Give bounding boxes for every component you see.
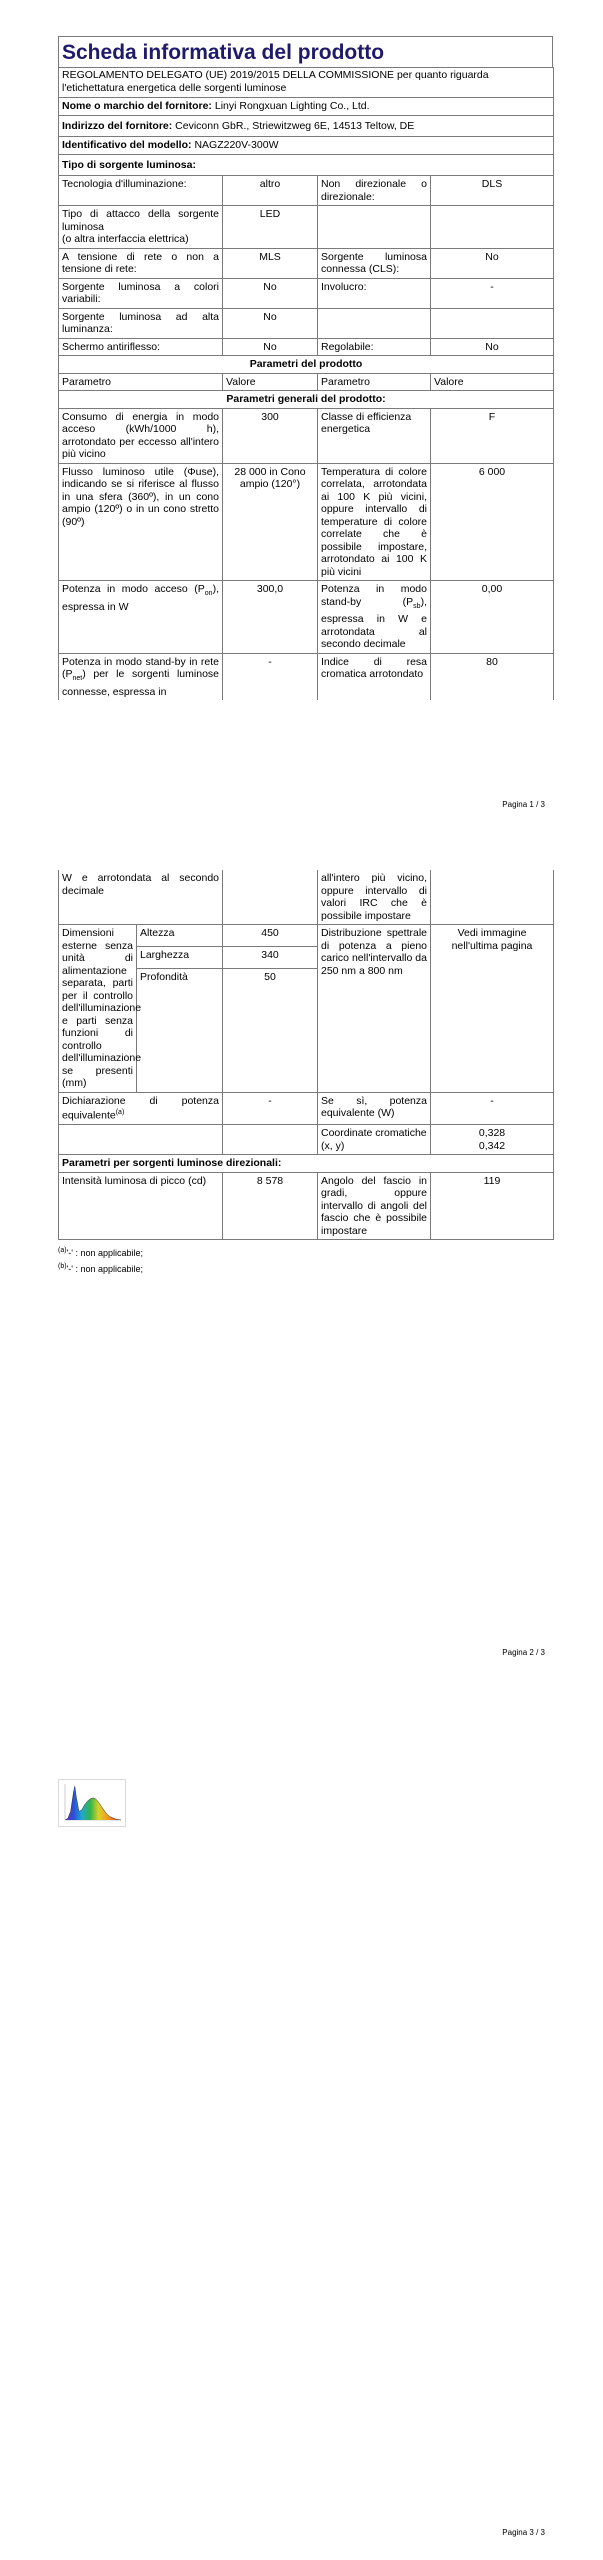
col-header: Valore bbox=[431, 373, 554, 391]
cell-value bbox=[223, 870, 318, 925]
cell-label: Temperatura di colore correlata, arrotondata ai 100 K più vicini, oppure intervallo di temperature di colore correlate che è possibile impostare, arrotondato ai 100 K più vicini bbox=[318, 463, 431, 581]
directional-header: Parametri per sorgenti luminose direzionali: bbox=[59, 1155, 554, 1173]
subscript: on bbox=[204, 590, 213, 598]
table-row bbox=[59, 653, 554, 700]
dim-value: 450 bbox=[223, 925, 318, 947]
table-row bbox=[59, 870, 554, 925]
cell-value: altro bbox=[223, 176, 318, 206]
cell-label: Involucro: bbox=[318, 278, 431, 308]
table-row bbox=[59, 248, 554, 278]
table-row bbox=[59, 176, 554, 206]
cell-value: - bbox=[431, 1092, 554, 1125]
col-header: Parametro bbox=[318, 373, 431, 391]
cell-label: Flusso luminoso utile (Φuse), indicando se si riferisce al flusso in una sfera (360º), in un cono ampio (120º) o in un cono stretto (90º) bbox=[59, 463, 223, 581]
text: Potenza in modo stand-by (P bbox=[321, 583, 427, 608]
cell-value: 6 000 bbox=[431, 463, 554, 581]
page-3 bbox=[0, 1720, 603, 2560]
footnote-text: '-' : non applicabile; bbox=[66, 1264, 144, 1274]
col-header: Valore bbox=[223, 373, 318, 391]
model-row bbox=[59, 137, 554, 155]
page-number: Pagina 3 / 3 bbox=[502, 2528, 545, 2537]
cell-value: No bbox=[223, 278, 318, 308]
table-row bbox=[59, 581, 554, 654]
page-1 bbox=[0, 0, 603, 860]
product-sheet-continued bbox=[58, 870, 553, 1276]
spectrum-area bbox=[65, 1786, 121, 1820]
text: Potenza in modo stand-by in rete (P bbox=[62, 655, 219, 681]
cell-label: Sorgente luminosa ad alta luminanza: bbox=[59, 308, 223, 338]
source-type-header: Tipo di sorgente luminosa: bbox=[59, 154, 554, 176]
cell-value: No bbox=[431, 248, 554, 278]
page-2 bbox=[0, 860, 603, 1720]
text: ), espressa in W bbox=[62, 583, 219, 613]
cell-value: 300,0 bbox=[223, 581, 318, 654]
dim-value: 50 bbox=[223, 968, 318, 1092]
cell-label: Intensità luminosa di picco (cd) bbox=[59, 1172, 223, 1240]
address-label: Indirizzo del fornitore: bbox=[62, 119, 173, 132]
cell-value bbox=[431, 308, 554, 338]
cell-label bbox=[318, 581, 431, 654]
cell-value: 80 bbox=[431, 653, 554, 700]
table-row bbox=[59, 1092, 554, 1125]
cell-value: - bbox=[223, 1092, 318, 1125]
cell-label: Sorgente luminosa a colori variabili: bbox=[59, 278, 223, 308]
text: ) per le sorgenti luminose connesse, espressa in bbox=[62, 668, 219, 698]
subscript: sb bbox=[413, 602, 421, 610]
cell-label bbox=[318, 206, 431, 249]
footnote bbox=[58, 1244, 553, 1260]
cell-value: No bbox=[431, 338, 554, 356]
cell-value: MLS bbox=[223, 248, 318, 278]
supplier-row bbox=[59, 98, 554, 116]
regulation-text: REGOLAMENTO DELEGATO (UE) 2019/2015 DELLA COMMISSIONE per quanto riguarda l'etichettatura energetica delle sorgenti luminose bbox=[59, 68, 554, 98]
spectral-power-chart bbox=[59, 1780, 125, 1826]
model-value: NAGZ220V-300W bbox=[194, 139, 279, 151]
document-title: Scheda informativa del prodotto bbox=[62, 41, 385, 64]
cell-label: Schermo antiriflesso: bbox=[59, 338, 223, 356]
cell-label: Sorgente luminosa connessa (CLS): bbox=[318, 248, 431, 278]
text: Dichiarazione di potenza equivalente bbox=[62, 1094, 219, 1122]
cell-label bbox=[59, 1092, 223, 1125]
footnote-mark: (b) bbox=[58, 1263, 67, 1270]
dim-key: Altezza bbox=[137, 925, 223, 947]
table-row bbox=[59, 408, 554, 463]
supplier-value: Linyi Rongxuan Lighting Co., Ltd. bbox=[214, 100, 370, 112]
cell-label: Non direzionale o direzionale: bbox=[318, 176, 431, 206]
cell-value bbox=[431, 1125, 554, 1155]
footnotes bbox=[58, 1244, 553, 1276]
address-row bbox=[59, 115, 554, 137]
supplier-label: Nome o marchio del fornitore: bbox=[62, 100, 212, 112]
cell-value: No bbox=[223, 308, 318, 338]
cell-value: - bbox=[223, 653, 318, 700]
page-number: Pagina 1 / 3 bbox=[502, 800, 545, 809]
address-value: Ceviconn GbR., Striewitzweg 6E, 14513 Teltow, DE bbox=[175, 119, 415, 132]
cell-label: Consumo di energia in modo acceso (kWh/1000 h), arrotondato per eccesso all'intero più vicino bbox=[59, 408, 223, 463]
cell-value: No bbox=[223, 338, 318, 356]
subscript: net bbox=[72, 675, 83, 683]
model-label: Identificativo del modello: bbox=[62, 139, 192, 151]
cell-value: 8 578 bbox=[223, 1172, 318, 1240]
text: Potenza in modo acceso (P bbox=[62, 583, 205, 595]
table-row bbox=[59, 1172, 554, 1240]
table-row bbox=[59, 308, 554, 338]
cell-label: Se sì, potenza equivalente (W) bbox=[318, 1092, 431, 1125]
cell-value: 119 bbox=[431, 1172, 554, 1240]
cap-type-label: Tipo di attacco della sorgente luminosa bbox=[62, 208, 219, 233]
cell-label bbox=[59, 653, 223, 700]
column-headers bbox=[59, 373, 554, 391]
cell-label bbox=[59, 206, 223, 249]
footnote bbox=[58, 1260, 553, 1276]
cell-label: A tensione di rete o non a tensione di rete: bbox=[59, 248, 223, 278]
cell-value: 0,00 bbox=[431, 581, 554, 654]
footnote-ref: (a) bbox=[115, 1109, 125, 1116]
cell-value: 300 bbox=[223, 408, 318, 463]
cell-label: Indice di resa cromatica arrotondato bbox=[318, 653, 431, 700]
table-row bbox=[59, 1125, 554, 1155]
cell-value: DLS bbox=[431, 176, 554, 206]
table-row bbox=[59, 278, 554, 308]
cell-label: Coordinate cromatiche (x, y) bbox=[318, 1125, 431, 1155]
cell-label: all'intero più vicino, oppure intervallo di valori IRC che è possibile impostare bbox=[318, 870, 431, 925]
chroma-y: 0,342 bbox=[478, 1139, 506, 1152]
spectrum-image bbox=[58, 1779, 126, 1827]
spectral-value: Vedi immagine nell'ultima pagina bbox=[431, 925, 554, 1093]
product-params-header: Parametri del prodotto bbox=[59, 356, 554, 374]
spectral-label: Distribuzione spettrale di potenza a pieno carico nell'intervallo da 250 nm a 800 nm bbox=[318, 925, 431, 1093]
cell-value: LED bbox=[223, 206, 318, 249]
table-row bbox=[59, 925, 554, 947]
general-params-header: Parametri generali del prodotto: bbox=[59, 391, 554, 409]
table-row bbox=[59, 338, 554, 356]
table-row bbox=[59, 463, 554, 581]
cell-label: Regolabile: bbox=[318, 338, 431, 356]
cell-label bbox=[318, 308, 431, 338]
cell-label: Classe di efficienza energetica bbox=[318, 408, 431, 463]
dim-key: Profondità bbox=[137, 968, 223, 1092]
cell-value: - bbox=[431, 278, 554, 308]
dim-value: 340 bbox=[223, 946, 318, 968]
cell-label bbox=[59, 1125, 223, 1155]
cap-type-sublabel: (o altra interfaccia elettrica) bbox=[62, 233, 189, 245]
footnote-mark: (a) bbox=[58, 1247, 67, 1254]
dimensions-label: Dimensioni esterne senza unità di alimentazione separata, parti per il controllo dell'illuminazione e parti senza funzioni di controllo dell'illuminazione se presenti (mm) bbox=[59, 925, 137, 1093]
cell-value: 28 000 in Cono ampio (120°) bbox=[223, 463, 318, 581]
cell-label bbox=[59, 581, 223, 654]
page-number: Pagina 2 / 3 bbox=[502, 1648, 545, 1657]
chroma-x: 0,328 bbox=[478, 1127, 506, 1139]
cell-label: Tecnologia d'illuminazione: bbox=[59, 176, 223, 206]
cell-label: Angolo del fascio in gradi, oppure intervallo di angoli del fascio che è possibile impostare bbox=[318, 1172, 431, 1240]
text: ), espressa in W e arrotondata al secondo decimale bbox=[321, 595, 427, 651]
col-header: Parametro bbox=[59, 373, 223, 391]
dim-key: Larghezza bbox=[137, 946, 223, 968]
header-block bbox=[58, 36, 553, 67]
cell-value bbox=[223, 1125, 318, 1155]
cell-value bbox=[431, 870, 554, 925]
sheet-table-page2 bbox=[58, 870, 554, 1240]
cell-value: F bbox=[431, 408, 554, 463]
product-sheet bbox=[58, 36, 553, 700]
sheet-table-page1 bbox=[58, 67, 554, 700]
cell-label: W e arrotondata al secondo decimale bbox=[59, 870, 223, 925]
table-row bbox=[59, 206, 554, 249]
footnote-text: '-' : non applicabile; bbox=[66, 1248, 144, 1258]
cell-value bbox=[431, 206, 554, 249]
